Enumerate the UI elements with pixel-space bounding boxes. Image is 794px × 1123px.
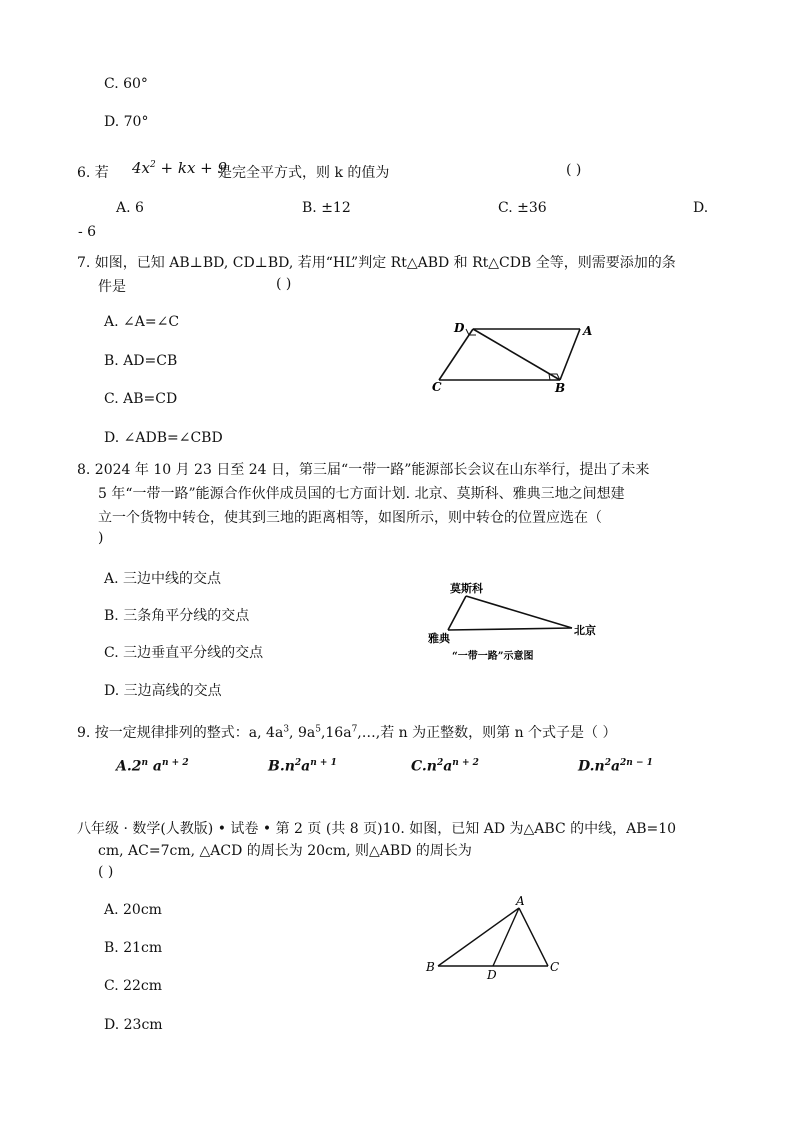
label-athens: 雅典 bbox=[428, 632, 450, 645]
label-c: C bbox=[550, 960, 560, 974]
q7-stem-line1: 7. 如图，已知 AB⊥BD, CD⊥BD, 若用“HL”判定 Rt△ABD 和 Rt△CDB 全等，则需要添加的条 bbox=[77, 255, 676, 271]
label-d: D bbox=[454, 321, 465, 335]
q8-option-c: C. 三边垂直平分线的交点 bbox=[104, 645, 264, 661]
q10-line1: 八年级 · 数学(人教版) • 试卷 • 第 2 页 (共 8 页)10. 如图，已知 AD 为△ABC 的中线，AB=10 bbox=[77, 821, 677, 837]
segment-ab bbox=[438, 908, 519, 966]
q5-option-d: D. 70° bbox=[104, 114, 149, 130]
q8-stem-line1: 8. 2024 年 10 月 23 日至 24 日，第三届“一带一路”能源部长会议在山东举行，提出了未来 bbox=[77, 462, 650, 478]
q7-option-c: C. AB=CD bbox=[104, 391, 178, 407]
segment-moscow-athens bbox=[448, 596, 466, 630]
label-a: A bbox=[583, 324, 593, 338]
q8-stem-line4: ) bbox=[98, 530, 104, 546]
q10-option-d: D. 23cm bbox=[104, 1017, 163, 1033]
q7-stem-line2: 件是 bbox=[98, 279, 126, 295]
q8-option-d: D. 三边高线的交点 bbox=[104, 683, 222, 699]
segment-moscow-beijing bbox=[466, 596, 572, 628]
label-d: D bbox=[487, 968, 497, 982]
q7-answer-bracket: ( ) bbox=[276, 276, 292, 292]
q8-map-figure bbox=[414, 576, 614, 664]
q8-stem-line2: 5 年“一带一路”能源合作伙伴成员国的七方面计划. 北京、莫斯科、雅典三地之间想建 bbox=[98, 486, 625, 502]
q7-option-b: B. AD=CB bbox=[104, 353, 178, 369]
q7-option-a: A. ∠A=∠C bbox=[104, 314, 180, 330]
q6-option-d: D. bbox=[693, 200, 709, 216]
q9-option-a: A.2$^n$ $a^{n + 2}$ bbox=[116, 758, 189, 775]
figure-caption: “一带一路”示意图 bbox=[452, 651, 534, 662]
q6-option-a: A. 6 bbox=[116, 200, 144, 216]
q9-option-c: $C.n^2a^{n + 2}$ bbox=[411, 758, 479, 775]
segment-cd bbox=[439, 329, 473, 380]
q10-option-c: C. 22cm bbox=[104, 978, 163, 994]
q6-option-b: B. ±12 bbox=[302, 200, 351, 216]
q7-parallelogram-figure bbox=[420, 318, 600, 394]
label-b: B bbox=[555, 381, 566, 394]
q8-option-a: A. 三边中线的交点 bbox=[104, 571, 222, 587]
segment-athens-beijing bbox=[448, 628, 572, 630]
q9-stem: 9. 按一定规律排列的整式：a, $4a^3$, $9a^5,16a^7,\dots$,若 n 为正整数，则第 n 个式子是（ ） bbox=[77, 724, 617, 741]
q9-option-d: $D.n^2a^{2n - 1}$ bbox=[578, 758, 653, 775]
q9-option-b: $B.n^2a^{n + 1}$ bbox=[268, 758, 337, 775]
q5-option-c: C. 60° bbox=[104, 76, 148, 92]
segment-ac bbox=[519, 908, 548, 966]
label-c: C bbox=[432, 380, 442, 394]
label-beijing: 北京 bbox=[574, 624, 596, 637]
q8-option-b: B. 三条角平分线的交点 bbox=[104, 608, 250, 624]
q6-number: 6. 若 bbox=[77, 165, 109, 181]
q10-option-b: B. 21cm bbox=[104, 940, 163, 956]
label-b: B bbox=[426, 960, 435, 974]
q6-option-d-value: - 6 bbox=[78, 224, 97, 240]
q6-stem: 是完全平方式，则 k 的值为 bbox=[218, 165, 390, 181]
q6-option-c: C. ±36 bbox=[498, 200, 547, 216]
segment-ab bbox=[560, 329, 580, 380]
q7-option-d: D. ∠ADB=∠CBD bbox=[104, 430, 223, 446]
segment-db bbox=[473, 329, 560, 380]
q6-expression: $4x^2$ + kx + 9 bbox=[132, 159, 228, 177]
q10-option-a: A. 20cm bbox=[104, 902, 162, 918]
q10-triangle-figure bbox=[420, 890, 570, 984]
label-moscow: 莫斯科 bbox=[450, 582, 483, 595]
q10-answer-bracket: ( ) bbox=[98, 864, 114, 880]
label-a: A bbox=[516, 894, 525, 908]
page-footer: 八年级 · 数学(人教版) • 试卷 • 第 2 页 (共 8 页) bbox=[77, 821, 383, 837]
q6-answer-bracket: ( ) bbox=[566, 162, 582, 178]
q8-stem-line3: 立一个货物中转仓，使其到三地的距离相等，如图所示，则中转仓的位置应选在（ bbox=[98, 510, 602, 526]
q10-stem-line2: cm, AC=7cm, △ACD 的周长为 20cm, 则△ABD 的周长为 bbox=[98, 843, 472, 859]
